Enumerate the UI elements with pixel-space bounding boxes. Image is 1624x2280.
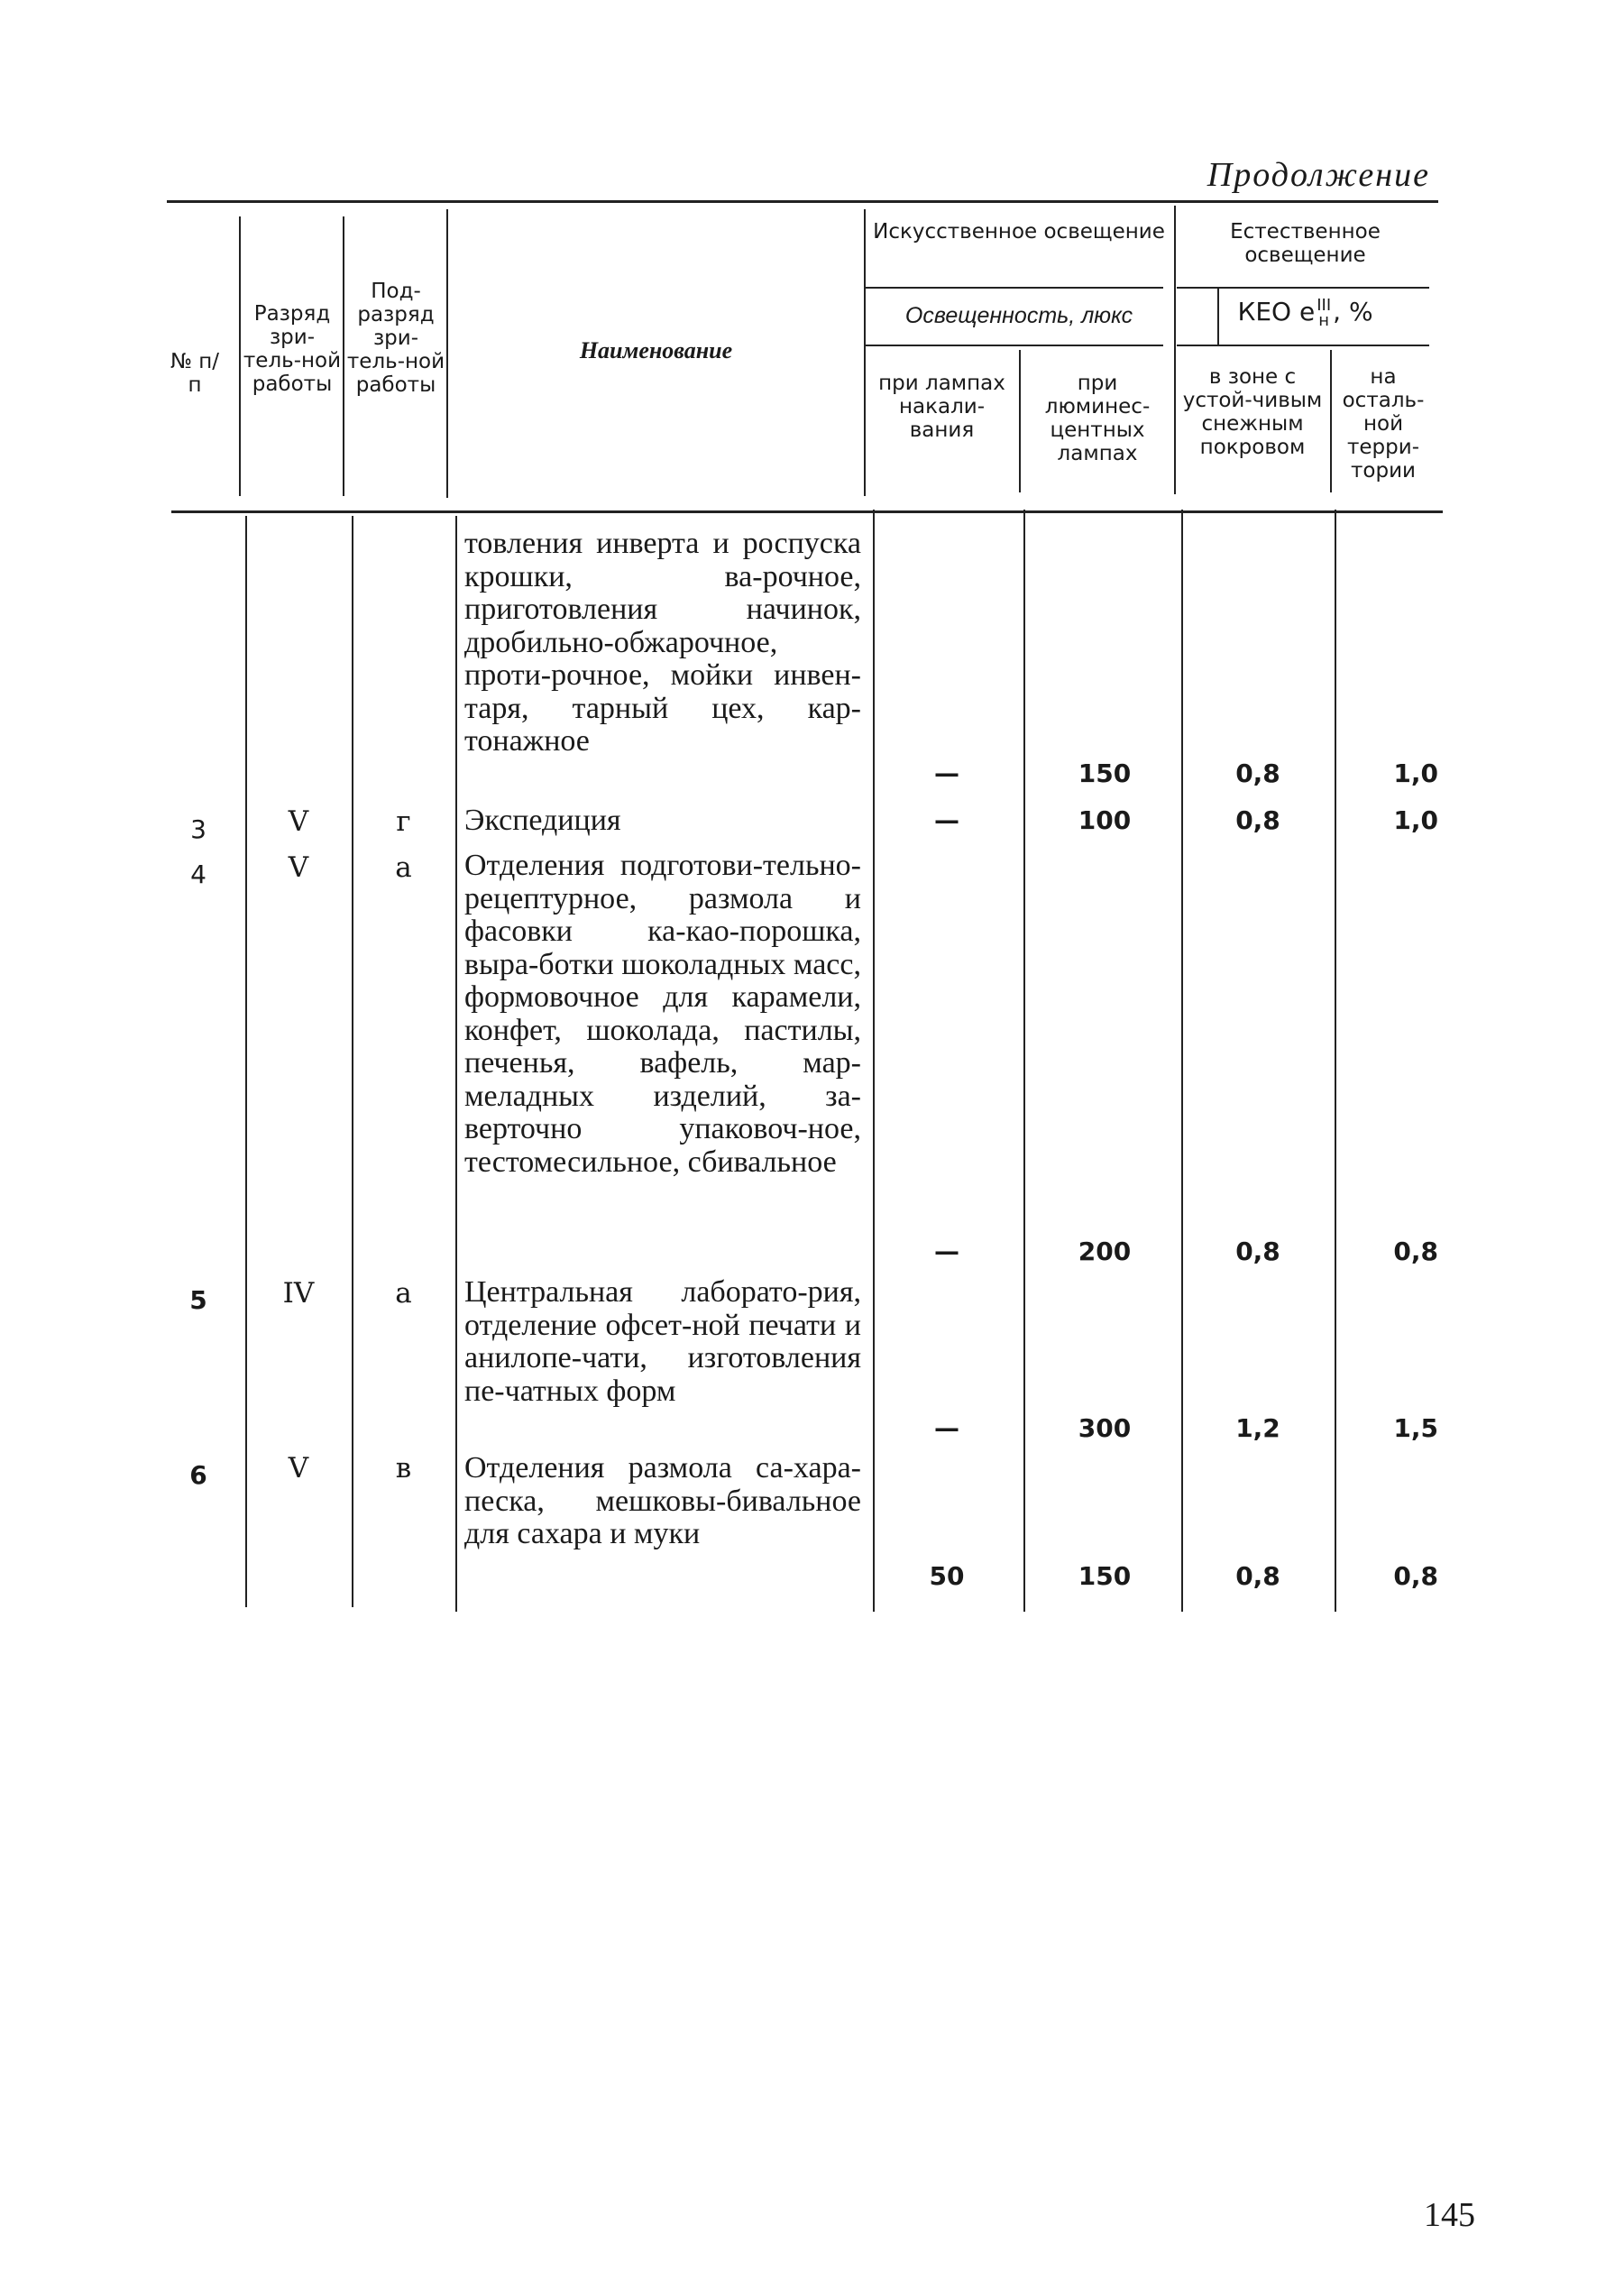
header-name: Наименование xyxy=(579,337,733,363)
keo-subscript: н xyxy=(1318,311,1330,330)
row-name: Экспедиция xyxy=(464,804,621,837)
header-divider xyxy=(1330,350,1332,492)
row-name: Центральная лаборато-рия, отделение офсет-ной печати и анилопе-чати, изготовления пе-чатных форм xyxy=(464,1275,861,1408)
header-divider xyxy=(864,209,866,496)
row-rank: IV xyxy=(282,1277,315,1310)
header-snow-zone: в зоне с устой-чивым снежным покровом xyxy=(1182,365,1323,459)
row-name: товления инверта и роспуска крошки, ва-рочное, приготовления начинок, дробильно-обжарочное, проти-рочное, мойки инвен-таря, тарный цех, кар-тонажное xyxy=(464,527,861,758)
row-fluorescent: 200 xyxy=(1078,1237,1132,1266)
continuation-label: Продолжение xyxy=(1207,156,1430,194)
body-divider xyxy=(245,516,247,1607)
row-rank: V xyxy=(288,1452,309,1485)
row-keo-other: 1,5 xyxy=(1393,1413,1438,1443)
row-keo-snow: 0,8 xyxy=(1235,758,1280,788)
header-artificial: Искусственное освещение xyxy=(873,220,1165,244)
row-subrank: в xyxy=(395,1452,412,1485)
row-incandescent: 50 xyxy=(929,1561,965,1591)
body-divider xyxy=(1181,510,1183,1612)
keo-unit: , % xyxy=(1333,297,1373,326)
header-subrank: Под-разряд зри-тель-ной работы xyxy=(346,280,445,397)
header-bottom-rule xyxy=(171,510,1443,513)
row-incandescent: — xyxy=(934,1413,959,1443)
row-keo-other: 0,8 xyxy=(1393,1561,1438,1591)
header-divider xyxy=(446,209,448,498)
header-rank: Разряд зри-тель-ной работы xyxy=(243,302,342,396)
header-subrule xyxy=(1177,345,1429,346)
header-divider xyxy=(239,216,241,496)
row-incandescent: — xyxy=(934,758,959,788)
body-divider xyxy=(873,510,875,1612)
header-divider xyxy=(343,216,344,496)
row-subrank: а xyxy=(395,1277,412,1310)
keo-superscript: III xyxy=(1317,296,1332,315)
header-other-territory: на осталь-ной терри-тории xyxy=(1342,365,1425,483)
body-divider xyxy=(352,516,353,1607)
row-subrank: г xyxy=(396,805,411,838)
row-keo-snow: 0,8 xyxy=(1235,1561,1280,1591)
header-divider xyxy=(1019,350,1021,492)
header-illuminance: Освещенность, люкс xyxy=(904,303,1133,328)
header-keo xyxy=(1177,298,1434,328)
row-name: Отделения подготови-тельно-рецептурное, размола и фасовки ка-као-порошка, выра-ботки шоколадных масс, формовочное для карамели, конфет, шоколада, пастилы, печенья, вафель, мар-меладных изделий, за-верточно упаковоч-ное, тестомесильное, сбивальное xyxy=(464,849,861,1179)
header-subrule xyxy=(866,345,1163,346)
row-keo-other: 1,0 xyxy=(1393,805,1438,835)
row-rank: V xyxy=(288,805,309,838)
row-no: 5 xyxy=(189,1285,207,1315)
table-top-rule xyxy=(167,200,1438,203)
row-keo-snow: 0,8 xyxy=(1235,805,1280,835)
header-no: № п/п xyxy=(170,350,220,397)
row-incandescent: — xyxy=(934,805,959,835)
body-divider xyxy=(1023,510,1025,1612)
keo-label: КЕО е xyxy=(1237,297,1316,326)
header-fluorescent: при люминес-центных лампах xyxy=(1044,372,1151,465)
row-fluorescent: 150 xyxy=(1078,758,1132,788)
header-natural: Естественное освещение xyxy=(1230,220,1381,267)
header-subrule xyxy=(866,287,1163,289)
header-subrule xyxy=(1177,287,1429,289)
header-incandescent: при лампах накали-вания xyxy=(878,372,1005,442)
row-fluorescent: 100 xyxy=(1078,805,1132,835)
row-name: Отделения размола са-хара-песка, мешковы-бивальное для сахара и муки xyxy=(464,1451,861,1550)
row-keo-other: 1,0 xyxy=(1393,758,1438,788)
row-no: 6 xyxy=(189,1460,207,1490)
row-rank: V xyxy=(288,851,309,884)
row-incandescent: — xyxy=(934,1237,959,1266)
row-no: 4 xyxy=(190,860,206,889)
row-fluorescent: 300 xyxy=(1078,1413,1132,1443)
body-divider xyxy=(455,516,457,1612)
row-subrank: а xyxy=(395,851,412,884)
row-fluorescent: 150 xyxy=(1078,1561,1132,1591)
row-no: 3 xyxy=(190,814,206,844)
page-number: 145 xyxy=(1424,2196,1475,2234)
body-divider xyxy=(1335,510,1336,1612)
header-divider xyxy=(1174,206,1176,494)
row-keo-other: 0,8 xyxy=(1393,1237,1438,1266)
row-keo-snow: 1,2 xyxy=(1235,1413,1280,1443)
row-keo-snow: 0,8 xyxy=(1235,1237,1280,1266)
